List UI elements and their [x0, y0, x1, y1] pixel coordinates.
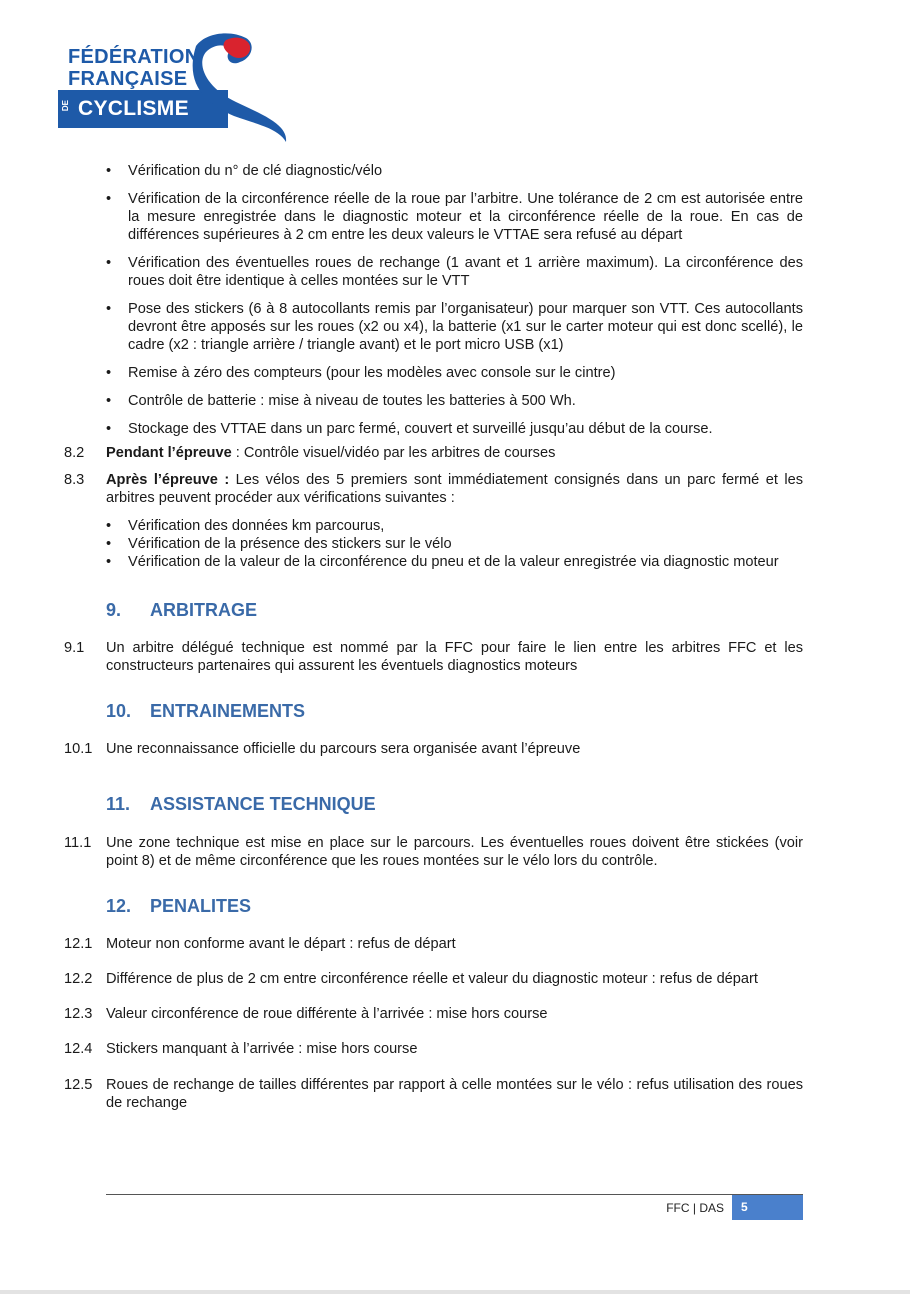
logo-de: DE — [61, 100, 70, 112]
section-number: 10. — [106, 701, 132, 721]
logo-red-mark — [224, 38, 251, 58]
item-text: Un arbitre délégué technique est nommé par la FFC pour faire le lien entre les arbitres FFC et les constructeurs partenaires qui assurent les éventuels diagnostics moteurs — [106, 640, 803, 674]
section-number: 11. — [106, 794, 131, 814]
item-number: 12.1 — [64, 936, 93, 952]
item-bold-label: Pendant l’épreuve — [106, 445, 232, 461]
item-number: 12.5 — [64, 1077, 93, 1093]
page-number: 5 — [732, 1195, 803, 1220]
ffc-logo — [56, 28, 296, 146]
item-text: Une zone technique est mise en place sur le parcours. Les éventuelles roues doivent être stickées (voir point 8) et de même circonférence que les roues montées sur le vélo lors du contrôle. — [106, 835, 803, 869]
footer-divider — [106, 1194, 803, 1195]
list-item: • Vérification des données km parcourus, — [106, 517, 803, 535]
item-12-4 — [64, 1040, 803, 1058]
section-title: ARBITRAGE — [150, 600, 257, 620]
logo-line-cyclisme: CYCLISME — [78, 97, 189, 120]
item-text: Moteur non conforme avant le départ : refus de départ — [106, 936, 456, 952]
item-number: 8.2 — [64, 445, 85, 461]
item-8-2 — [64, 444, 803, 462]
item-8-3 — [64, 471, 803, 507]
logo-line-federation: FÉDÉRATION — [68, 46, 200, 68]
item-12-1 — [64, 935, 803, 953]
section-number: 9. — [106, 600, 122, 620]
list-item: • Stockage des VTTAE dans un parc fermé, couvert et surveillé jusqu’au début de la course. — [106, 420, 803, 438]
list-item: • Vérification des éventuelles roues de rechange (1 avant et 1 arrière maximum). La circonférence des roues doit être identique à celles montées sur le VTT — [106, 254, 803, 290]
page-bottom-edge — [0, 1290, 910, 1294]
item-number: 12.2 — [64, 971, 93, 987]
item-bold-label: Après l’épreuve : — [106, 472, 230, 488]
footer-label: FFC | DAS — [666, 1201, 724, 1215]
item-number: 12.4 — [64, 1041, 93, 1057]
item-number: 12.3 — [64, 1006, 93, 1022]
list-item: • Remise à zéro des compteurs (pour les modèles avec console sur le cintre) — [106, 364, 803, 382]
item-11-1 — [64, 834, 803, 870]
item-number: 9.1 — [64, 640, 85, 656]
list-item: • Pose des stickers (6 à 8 autocollants remis par l’organisateur) pour marquer son VTT. Ces autocollants devront être apposés sur les roues (x2 ou x4), la batterie (x1 sur le carter moteur qui est donc scellé), le cadre (x2 : triangle arrière / triangle avant) et le port micro USB (x1) — [106, 300, 803, 354]
item-text: Les vélos des 5 premiers sont immédiatement consignés dans un parc fermé et les arbitres peuvent procéder aux vérifications suivantes : — [106, 472, 804, 506]
item-12-3 — [64, 1005, 803, 1023]
section-heading-11 — [106, 793, 376, 815]
item-9-1 — [64, 639, 803, 675]
item-12-5 — [64, 1076, 803, 1112]
list-item: • Vérification de la valeur de la circonférence du pneu et de la valeur enregistrée via diagnostic moteur — [106, 553, 803, 571]
item-number: 8.3 — [64, 472, 85, 488]
item-10-1 — [64, 740, 803, 758]
list-item: • Contrôle de batterie : mise à niveau de toutes les batteries à 500 Wh. — [106, 392, 803, 410]
item-12-2 — [64, 970, 803, 988]
item-text: Valeur circonférence de roue différente à l’arrivée : mise hors course — [106, 1006, 548, 1022]
section-heading-12 — [106, 895, 251, 917]
item-text: Stickers manquant à l’arrivée : mise hors course — [106, 1041, 418, 1057]
section-heading-9 — [106, 599, 257, 621]
section-heading-10 — [106, 700, 305, 722]
item-text: Une reconnaissance officielle du parcours sera organisée avant l’épreuve — [106, 741, 581, 757]
section-number: 12. — [106, 896, 132, 916]
item-text: Différence de plus de 2 cm entre circonférence réelle et valeur du diagnostic moteur : refus de départ — [106, 971, 758, 987]
logo-line-francaise: FRANÇAISE — [68, 68, 188, 90]
section-title: ENTRAINEMENTS — [150, 701, 306, 721]
item-text: : Contrôle visuel/vidéo par les arbitres de courses — [231, 445, 556, 461]
item-number: 10.1 — [64, 741, 93, 757]
post-race-bullet-list — [106, 517, 803, 571]
item-text: Roues de rechange de tailles différentes par rapport à celle montées sur le vélo : refus utilisation des roues de rechange — [106, 1077, 803, 1111]
list-item: • Vérification de la circonférence réelle de la roue par l’arbitre. Une tolérance de 2 cm est autorisée entre la mesure enregistrée dans le diagnostic moteur et la circonférence réelle de la roue. En cas de différences supérieures à 2 cm entre les deux valeurs le VTTAE sera refusé au départ — [106, 190, 803, 244]
item-number: 11.1 — [64, 835, 92, 851]
section-title: PENALITES — [150, 896, 252, 916]
list-item: • Vérification du n° de clé diagnostic/vélo — [106, 162, 803, 180]
list-item: • Vérification de la présence des stickers sur le vélo — [106, 535, 803, 553]
verification-bullet-list — [106, 162, 803, 438]
section-title: ASSISTANCE TECHNIQUE — [150, 794, 376, 814]
